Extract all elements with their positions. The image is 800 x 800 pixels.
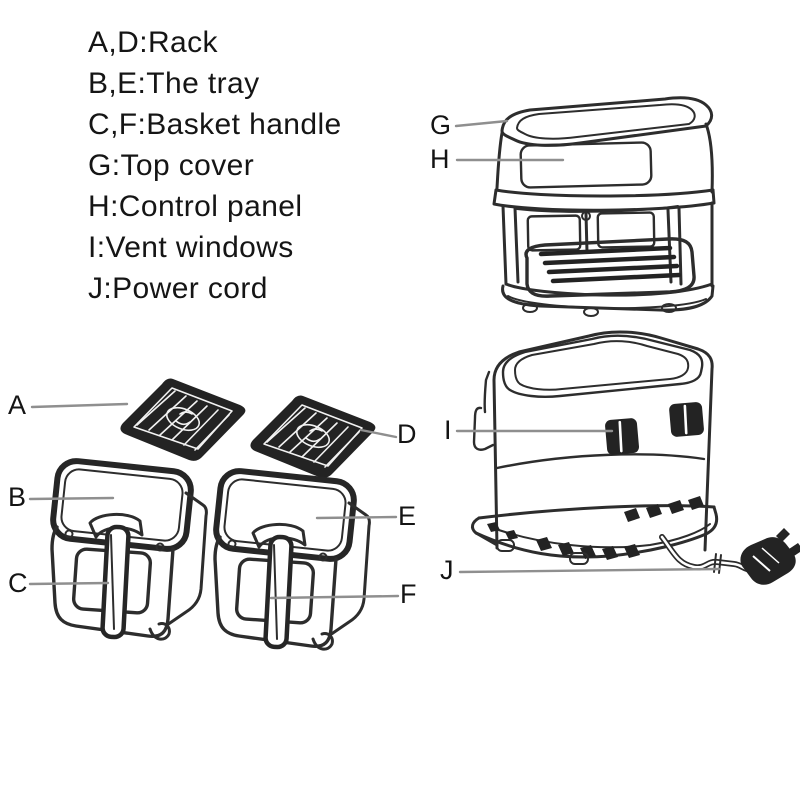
leader-line-c xyxy=(30,583,108,584)
power-plug xyxy=(740,528,800,585)
basket-b-illustration xyxy=(51,459,206,639)
leader-line-e xyxy=(317,517,396,518)
leader-line-g xyxy=(456,121,507,126)
power-cord xyxy=(662,537,754,573)
leader-line-j xyxy=(460,569,719,572)
rack-d-illustration xyxy=(250,396,375,478)
callout-h: H xyxy=(430,144,450,174)
callout-a: A xyxy=(8,390,27,420)
air-fryer-rear-view-illustration xyxy=(472,332,800,585)
leader-line-b xyxy=(30,498,113,499)
legend-item-control-panel: H:Control panel xyxy=(88,190,303,223)
callout-g: G xyxy=(430,110,452,140)
callout-e: E xyxy=(398,501,417,531)
legend-item-power-cord: J:Power cord xyxy=(88,272,268,305)
legend-item-tray: B,E:The tray xyxy=(88,67,260,100)
vent-window-left xyxy=(605,418,640,456)
basket-e-illustration xyxy=(214,469,369,649)
callout-i: I xyxy=(444,415,452,445)
callout-j: J xyxy=(440,555,454,585)
control-panel-outline xyxy=(520,142,651,187)
rack-a-illustration xyxy=(120,379,245,461)
callout-f: F xyxy=(400,579,417,609)
leader-lines xyxy=(30,121,719,598)
callout-d: D xyxy=(397,419,417,449)
legend-item-basket-handle: C,F:Basket handle xyxy=(88,108,342,141)
air-fryer-front-view-illustration xyxy=(494,98,714,316)
top-cover-outline xyxy=(502,98,712,146)
legend-item-vent-windows: I:Vent windows xyxy=(88,231,294,264)
legend-item-rack: A,D:Rack xyxy=(88,26,218,59)
callout-b: B xyxy=(8,482,27,512)
legend-item-top-cover: G:Top cover xyxy=(88,149,255,182)
callout-c: C xyxy=(8,568,28,598)
leader-line-a xyxy=(32,404,127,407)
vent-window-right xyxy=(669,402,705,438)
